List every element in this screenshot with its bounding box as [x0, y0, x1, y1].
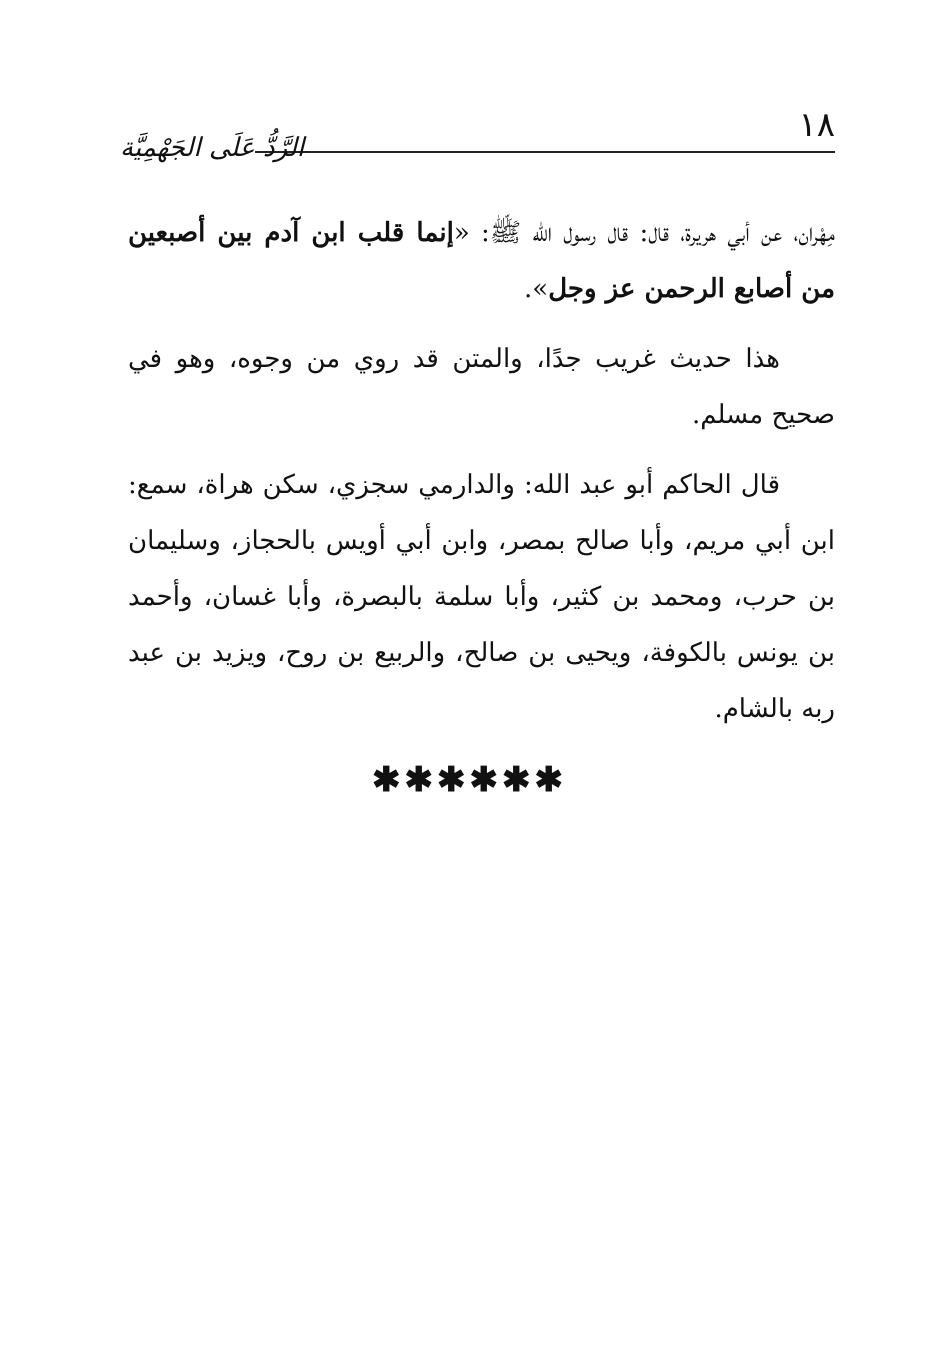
- header-rule: [255, 151, 835, 153]
- section-separator: ✱✱✱✱✱✱: [372, 760, 567, 800]
- hadith-chain: مِهْران، عن أبي هريرة، قال: قال رسول الله ﷺ: «: [453, 218, 835, 248]
- paragraph-biography: قال الحاكم أبو عبد الله: والدارمي سجزي، سكن هراة، سمع: ابن أبي مريم، وأبا صالح بمصر، وابن أبي أويس بالحجاز، وسليمان بن حرب، ومحمد بن كثير، وأبا سلمة بالبصرة، وأبا غسان، وأحمد بن يونس بالكوفة، ويحيى بن صالح، والربيع بن روح، ويزيد بن عبد ربه بالشام.: [128, 470, 835, 724]
- running-title: الرَّدُّ عَلَى الجَهْمِيَّة: [120, 133, 305, 163]
- page-number: ١٨: [798, 105, 835, 145]
- hadith-text: إنما قلب ابن آدم بين أصبعين من أصابع الرحمن عز وجل: [128, 218, 835, 304]
- page-header: [120, 105, 835, 185]
- body-text: [128, 205, 835, 751]
- hadith-close: ».: [524, 274, 549, 304]
- paragraph-commentary: هذا حديث غريب جدًا، والمتن قد روي من وجوه، وهو في صحيح مسلم.: [128, 344, 835, 430]
- paragraph-hadith: [128, 205, 835, 317]
